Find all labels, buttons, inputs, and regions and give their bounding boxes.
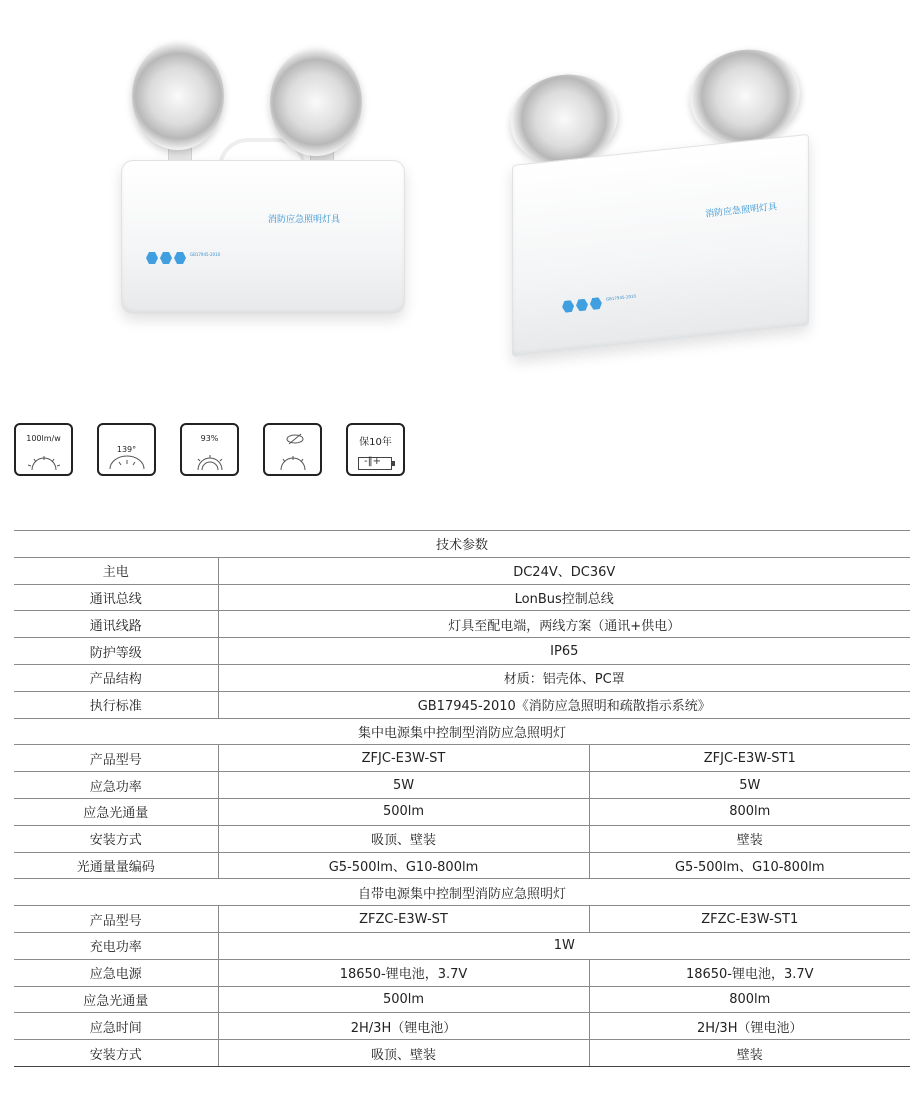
table-row [14,932,910,959]
table-row [14,1013,910,1040]
row-value: GB17945-2010《消防应急照明和疏散指示系统》 [218,691,910,718]
cell-b: 800lm [589,986,910,1013]
beam-arc-icon [101,454,153,470]
cell-a: 18650-锂电池，3.7V [218,959,589,986]
product-image-left [118,40,408,320]
section-title: 自带电源集中控制型消防应急照明灯 [14,879,910,906]
row-label: 应急光通量 [14,798,218,825]
brand-logo [146,252,186,264]
table-title-row [14,531,910,558]
lamp-body [512,134,809,357]
cell-a: 500lm [218,798,589,825]
beam-angle-icon: 139° [97,423,156,476]
lamp-label: 消防应急照明灯具 [704,202,778,220]
row-label: 通讯总线 [14,584,218,611]
row-value: 材质：铝壳体、PC罩 [218,664,910,691]
cell-b: 18650-锂电池，3.7V [589,959,910,986]
battery-icon: -‖+ [358,457,392,470]
lamp-body [121,160,405,314]
table-row [14,772,910,799]
table-row [14,852,910,879]
no-glare-icon [263,423,322,476]
warranty-icon: 保10年 -‖+ [346,423,405,476]
cell-b: 5W [589,772,910,799]
row-label: 产品型号 [14,906,218,933]
section-title: 集中电源集中控制型消防应急照明灯 [14,718,910,745]
cell-a: ZFZC-E3W-ST [218,906,589,933]
row-value: IP65 [218,638,910,665]
row-value: LonBus控制总线 [218,584,910,611]
table-row [14,825,910,852]
light-rays-icon [26,454,62,470]
row-label: 执行标准 [14,691,218,718]
table-row [14,691,910,718]
row-label: 光通量量编码 [14,852,218,879]
row-label: 应急光通量 [14,986,218,1013]
cell-b: 壁装 [589,1040,910,1067]
table-row [14,664,910,691]
cell-b: 2H/3H（锂电池） [589,1013,910,1040]
cell-a: G5-500lm、G10-800lm [218,852,589,879]
row-label: 产品型号 [14,745,218,772]
row-label: 产品结构 [14,664,218,691]
light-rays-icon [275,454,311,470]
cell-a: 2H/3H（锂电池） [218,1013,589,1040]
efficiency-icon: 93% [180,423,239,476]
table-row [14,1040,910,1067]
cell-b: G5-500lm、G10-800lm [589,852,910,879]
table-row [14,584,910,611]
table-row [14,745,910,772]
table-row [14,798,910,825]
section-title-row [14,718,910,745]
table-row [14,959,910,986]
cell-b: ZFZC-E3W-ST1 [589,906,910,933]
table-row [14,611,910,638]
product-image-right [500,45,820,365]
section-title-row [14,879,910,906]
row-label: 通讯线路 [14,611,218,638]
table-row [14,986,910,1013]
cell-b: 800lm [589,798,910,825]
cell-a: 5W [218,772,589,799]
row-label: 安装方式 [14,825,218,852]
table-row [14,906,910,933]
light-rays-icon [192,454,228,470]
row-label: 防护等级 [14,638,218,665]
row-label: 应急时间 [14,1013,218,1040]
cell-a: 吸顶、壁装 [218,825,589,852]
table-row [14,557,910,584]
row-label: 安装方式 [14,1040,218,1067]
lamp-mark: GB17945-2010 [605,293,637,302]
cell-merged: 1W [218,932,910,959]
efficacy-icon: 100lm/w [14,423,73,476]
lamp-label: 消防应急照明灯具 [268,215,341,225]
cell-b: 壁装 [589,825,910,852]
cell-a: 吸顶、壁装 [218,1040,589,1067]
row-label: 充电功率 [14,932,218,959]
cell-b: ZFJC-E3W-ST1 [589,745,910,772]
row-value: DC24V、DC36V [218,557,910,584]
lamp-head [270,48,362,156]
cell-a: ZFJC-E3W-ST [218,745,589,772]
spec-table [14,530,910,1067]
table-title: 技术参数 [14,531,910,558]
table-row [14,638,910,665]
row-value: 灯具至配电端，两线方案（通讯+供电） [218,611,910,638]
eye-slash-icon [285,433,305,445]
cell-a: 500lm [218,986,589,1013]
lamp-mark: GB17945-2010 [190,252,221,257]
row-label: 主电 [14,557,218,584]
row-label: 应急功率 [14,772,218,799]
row-label: 应急电源 [14,959,218,986]
lamp-head [132,42,224,150]
